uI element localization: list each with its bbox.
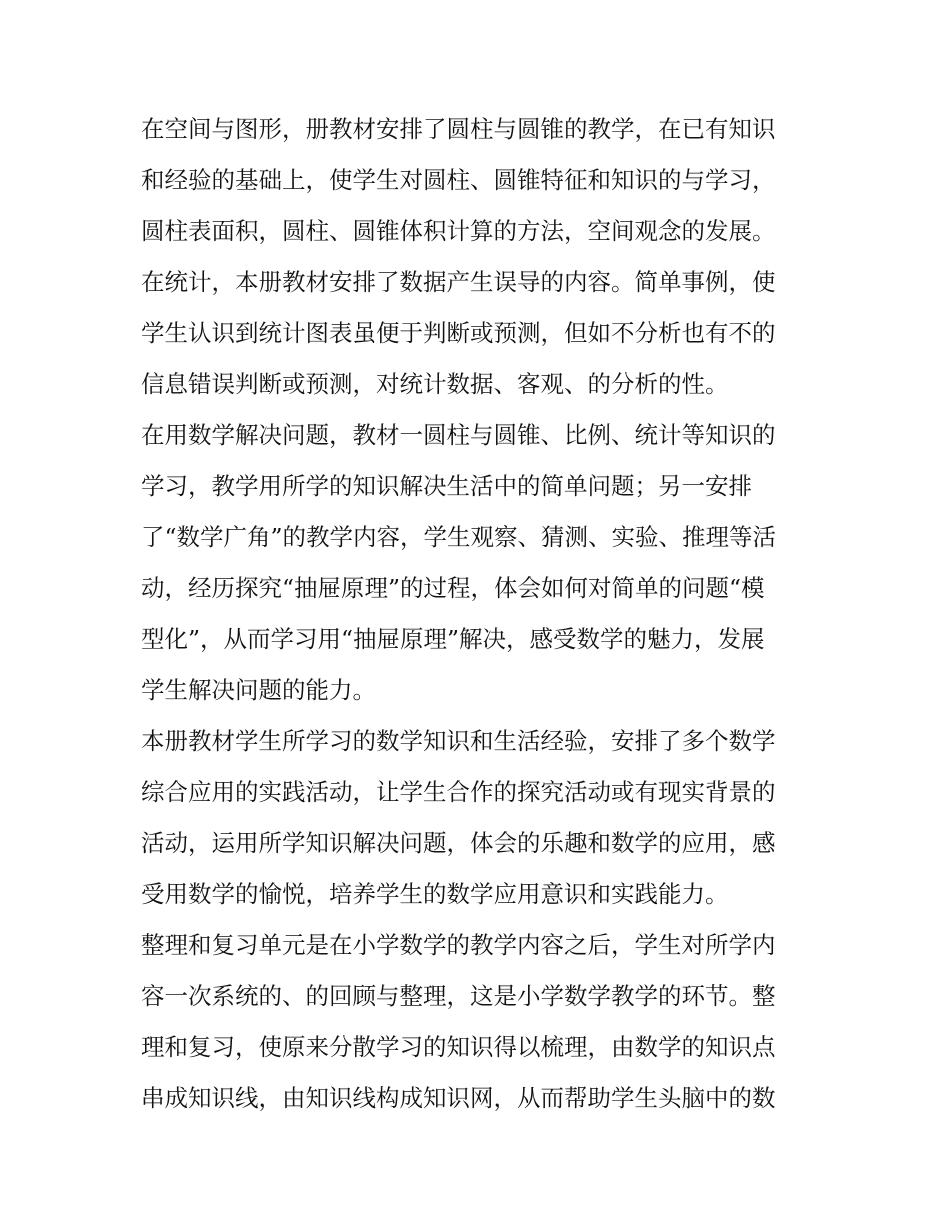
text-line: 圆柱表面积，圆柱、圆锥体积计算的方法，空间观念的发展。 <box>141 217 776 245</box>
text-line: 活动，运用所学知识解决问题，体会的乐趣和数学的应用，感 <box>141 829 776 857</box>
text-line: 学生解决问题的能力。 <box>141 676 376 704</box>
text-line: 在统计，本册教材安排了数据产生误导的内容。简单事例，使 <box>141 268 776 296</box>
text-line: 本册教材学生所学习的数学知识和生活经验，安排了多个数学 <box>141 727 776 755</box>
text-line: 学生认识到统计图表虽便于判断或预测，但如不分析也有不的 <box>141 319 776 347</box>
text-line: 动，经历探究“抽屉原理”的过程，体会如何对简单的问题“模 <box>141 574 765 602</box>
text-line: 在用数学解决问题，教材一圆柱与圆锥、比例、统计等知识的 <box>141 421 776 449</box>
text-line: 容一次系统的、的回顾与整理，这是小学数学教学的环节。整 <box>141 982 776 1010</box>
text-line: 受用数学的愉悦，培养学生的数学应用意识和实践能力。 <box>141 880 729 908</box>
text-line: 综合应用的实践活动，让学生合作的探究活动或有现实背景的 <box>141 778 776 806</box>
text-line: 在空间与图形，册教材安排了圆柱与圆锥的教学，在已有知识 <box>141 115 776 143</box>
text-line: 了“数学广角”的教学内容，学生观察、猜测、实验、推理等活 <box>141 523 777 551</box>
text-line: 整理和复习单元是在小学数学的教学内容之后，学生对所学内 <box>141 931 776 959</box>
body-text <box>141 104 821 1124</box>
text-line: 和经验的基础上，使学生对圆柱、圆锥特征和知识的与学习， <box>141 166 776 194</box>
text-line: 串成知识线，由知识线构成知识网，从而帮助学生头脑中的数 <box>141 1084 776 1112</box>
text-line: 理和复习，使原来分散学习的知识得以梳理，由数学的知识点 <box>141 1033 776 1061</box>
text-line: 信息错误判断或预测，对统计数据、客观、的分析的性。 <box>141 370 729 398</box>
text-line: 型化”，从而学习用“抽屉原理”解决，感受数学的魅力，发展 <box>141 625 765 653</box>
text-line: 学习，教学用所学的知识解决生活中的简单问题；另一安排 <box>141 472 752 500</box>
